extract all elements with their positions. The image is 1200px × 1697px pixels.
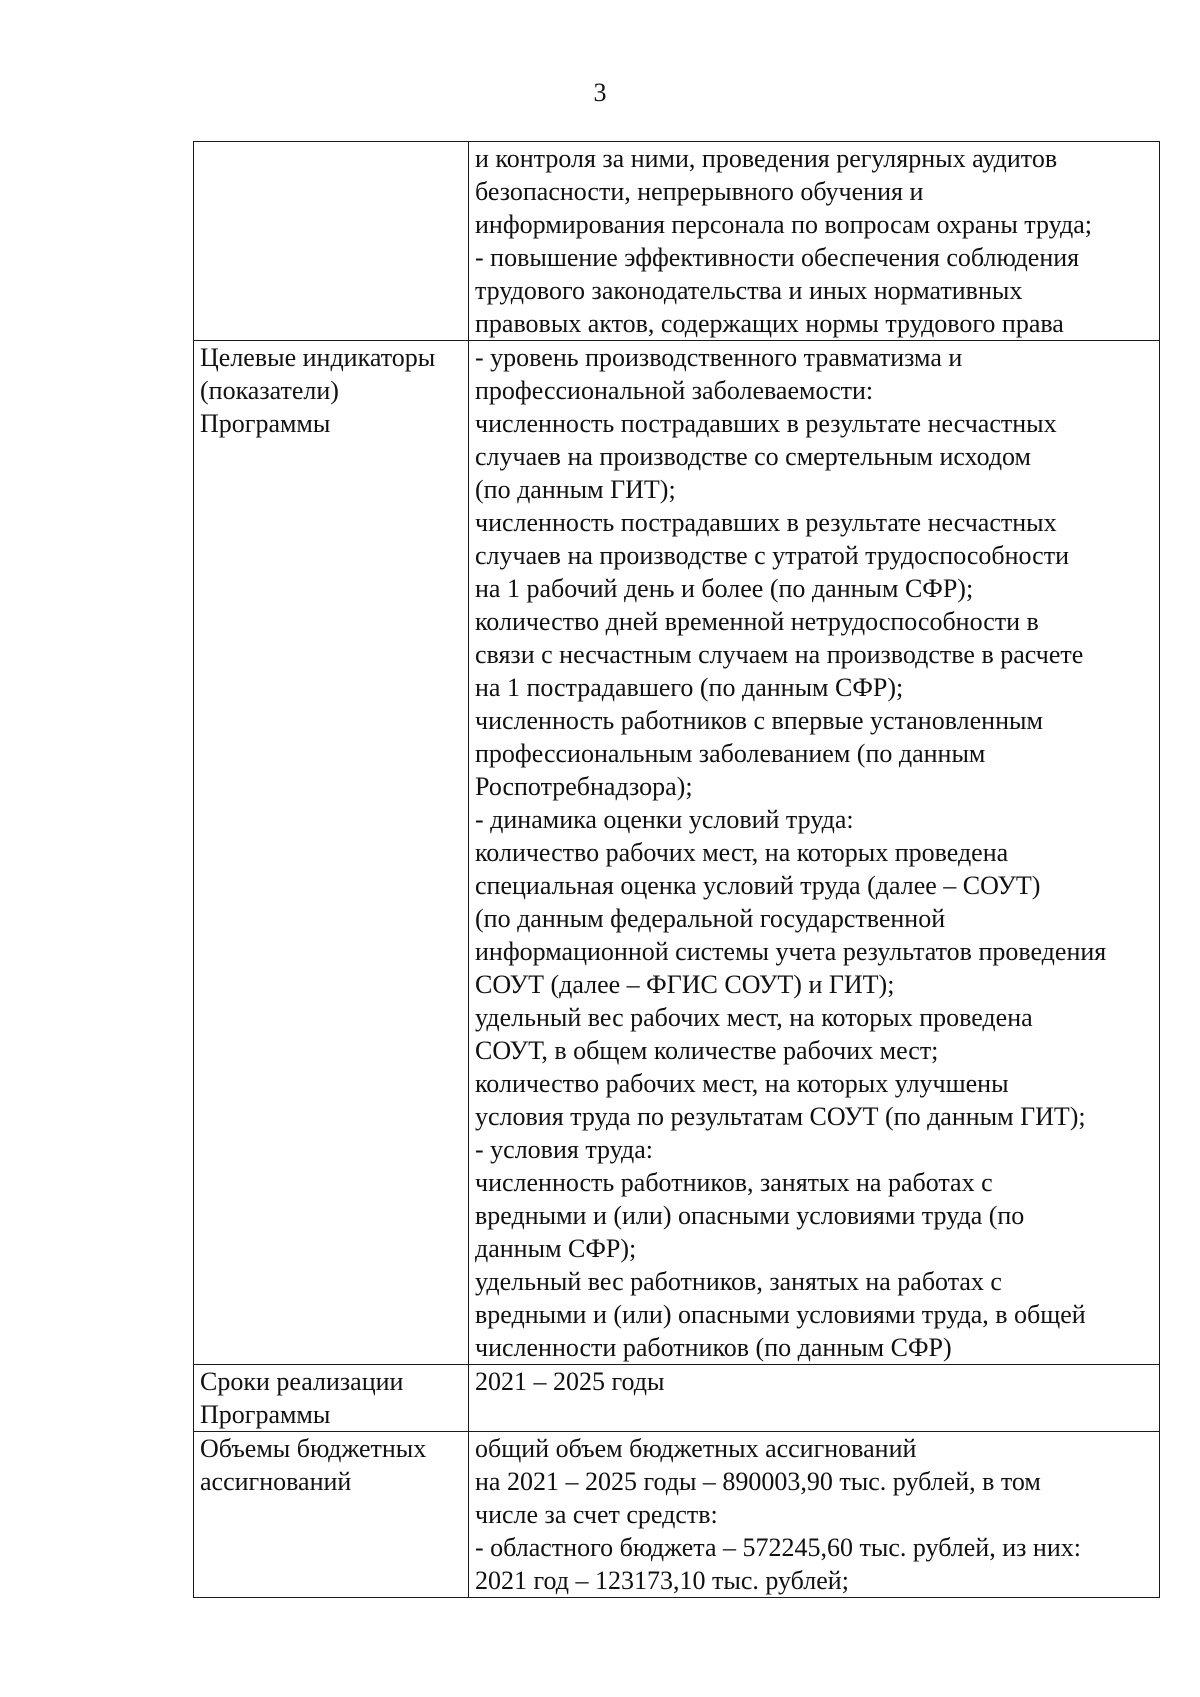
content-line: на 2021 – 2025 годы – 890003,90 тыс. рублей, в том bbox=[475, 1467, 1041, 1496]
content-line: численность работников, занятых на работах с bbox=[475, 1168, 993, 1197]
content-line: 2021 год – 123173,10 тыс. рублей; bbox=[475, 1566, 849, 1595]
content-line: численности работников (по данным СФР) bbox=[475, 1333, 952, 1362]
content-line: на 1 пострадавшего (по данным СФР); bbox=[475, 673, 904, 702]
content-line: безопасности, непрерывного обучения и bbox=[475, 177, 924, 206]
content-line: - повышение эффективности обеспечения соблюдения bbox=[475, 243, 1080, 272]
content-line: профессиональным заболеванием (по данным bbox=[475, 739, 986, 768]
content-line: и контроля за ними, проведения регулярных аудитов bbox=[475, 144, 1058, 173]
content-line: данным СФР); bbox=[475, 1234, 637, 1263]
content-line: (по данным ГИТ); bbox=[475, 475, 676, 504]
content-line: удельный вес работников, занятых на работах с bbox=[475, 1267, 1002, 1296]
content-line: трудового законодательства и иных нормативных bbox=[475, 276, 1023, 305]
row-label-cell bbox=[194, 1365, 469, 1432]
content-line: удельный вес рабочих мест, на которых проведена bbox=[475, 1003, 1033, 1032]
row-label-cell bbox=[194, 142, 469, 341]
content-line: СОУТ, в общем количестве рабочих мест; bbox=[475, 1036, 939, 1065]
content-line: численность работников с впервые установленным bbox=[475, 706, 1043, 735]
row-content-cell bbox=[469, 1432, 1160, 1598]
content-line: количество рабочих мест, на которых проведена bbox=[475, 838, 1009, 867]
content-line: правовых актов, содержащих нормы трудового права bbox=[475, 309, 1064, 338]
content-line: специальная оценка условий труда (далее – СОУТ) bbox=[475, 871, 1041, 900]
label-line: Программы bbox=[200, 409, 331, 438]
label-line: (показатели) bbox=[200, 376, 339, 405]
content-line: количество рабочих мест, на которых улучшены bbox=[475, 1069, 1009, 1098]
content-line: количество дней временной нетрудоспособности в bbox=[475, 607, 1039, 636]
content-line: условия труда по результатам СОУТ (по данным ГИТ); bbox=[475, 1102, 1086, 1131]
content-line: Роспотребнадзора); bbox=[475, 772, 693, 801]
label-line: Сроки реализации bbox=[200, 1367, 404, 1396]
content-line: - условия труда: bbox=[475, 1135, 654, 1164]
label-line: ассигнований bbox=[200, 1467, 352, 1496]
content-line: - уровень производственного травматизма и bbox=[475, 343, 963, 372]
table-row bbox=[194, 1365, 1160, 1432]
content-line: профессиональной заболеваемости: bbox=[475, 376, 874, 405]
content-line: на 1 рабочий день и более (по данным СФР); bbox=[475, 574, 974, 603]
content-line: вредными и (или) опасными условиями труда, в общей bbox=[475, 1300, 1086, 1329]
row-content-cell bbox=[469, 341, 1160, 1365]
content-line: - динамика оценки условий труда: bbox=[475, 805, 854, 834]
content-line: информационной системы учета результатов проведения bbox=[475, 937, 1107, 966]
content-line: (по данным федеральной государственной bbox=[475, 904, 946, 933]
content-line: общий объем бюджетных ассигнований bbox=[475, 1434, 917, 1463]
content-line: случаев на производстве со смертельным исходом bbox=[475, 442, 1032, 471]
row-label-cell bbox=[194, 341, 469, 1365]
content-line: вредными и (или) опасными условиями труда (по bbox=[475, 1201, 1025, 1230]
row-content-cell bbox=[469, 1365, 1160, 1432]
row-label-cell bbox=[194, 1432, 469, 1598]
content-line: численность пострадавших в результате несчастных bbox=[475, 508, 1057, 537]
page-number: 3 bbox=[593, 78, 607, 107]
label-line: Программы bbox=[200, 1400, 331, 1429]
table-row bbox=[194, 1432, 1160, 1598]
content-line: информирования персонала по вопросам охраны труда; bbox=[475, 210, 1092, 239]
content-line: СОУТ (далее – ФГИС СОУТ) и ГИТ); bbox=[475, 970, 895, 999]
row-content-cell bbox=[469, 142, 1160, 341]
content-line: связи с несчастным случаем на производстве в расчете bbox=[475, 640, 1084, 669]
label-line: Объемы бюджетных bbox=[200, 1434, 427, 1463]
content-line: числе за счет средств: bbox=[475, 1500, 718, 1529]
content-line: 2021 – 2025 годы bbox=[475, 1367, 665, 1396]
table-row bbox=[194, 341, 1160, 1365]
content-line: численность пострадавших в результате несчастных bbox=[475, 409, 1057, 438]
content-line: - областного бюджета – 572245,60 тыс. рублей, из них: bbox=[475, 1533, 1081, 1562]
program-passport-table bbox=[193, 141, 1160, 1598]
label-line: Целевые индикаторы bbox=[200, 343, 436, 372]
content-line: случаев на производстве с утратой трудоспособности bbox=[475, 541, 1069, 570]
table-row bbox=[194, 142, 1160, 341]
